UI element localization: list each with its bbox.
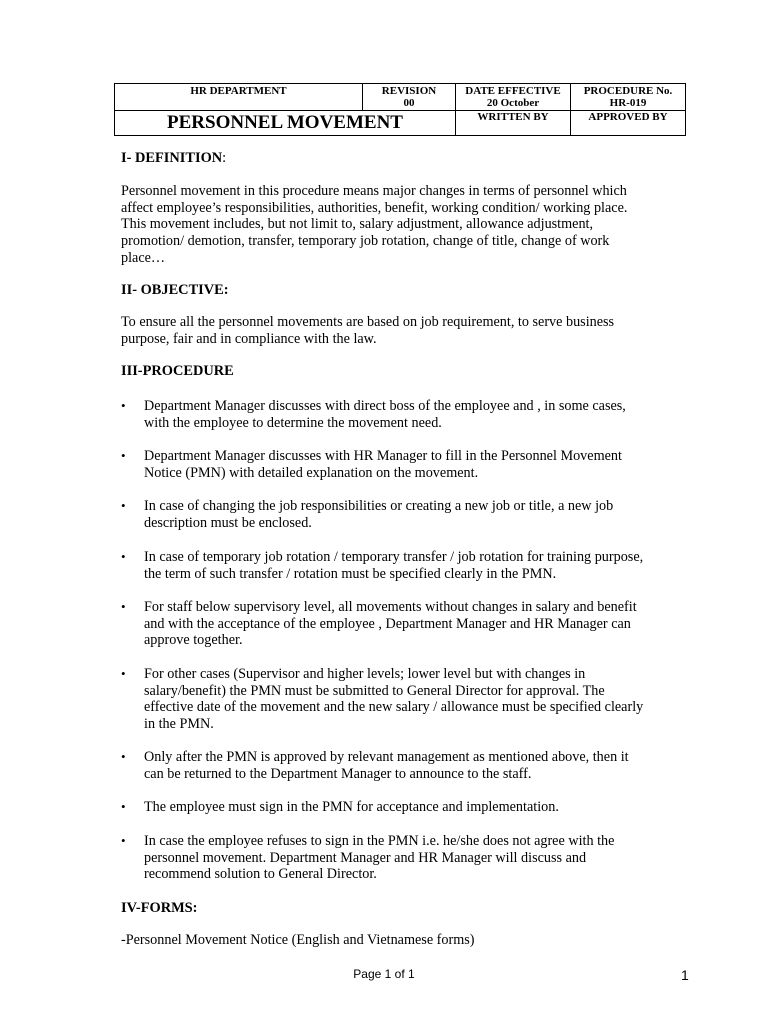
bullet-icon: •: [121, 398, 126, 413]
bullet-icon: •: [121, 666, 126, 681]
definition-line: affect employee’s responsibilities, authorities, benefit, working condition/ working place.: [121, 199, 628, 216]
procedure-number-label: PROCEDURE No.: [583, 85, 673, 97]
objective-heading: II- OBJECTIVE:: [121, 282, 229, 298]
forms-heading: IV-FORMS:: [121, 900, 198, 916]
header-table: [114, 83, 686, 136]
bullet-icon: •: [121, 749, 126, 764]
department-label: HR DEPARTMENT: [190, 85, 287, 97]
procedure-heading: III-PROCEDURE: [121, 363, 234, 379]
forms-item: -Personnel Movement Notice (English and Vietnamese forms): [121, 932, 475, 948]
written-by-cell: WRITTEN BY: [456, 111, 571, 136]
department-cell: [115, 84, 363, 111]
definition-line: place…: [121, 249, 166, 266]
definition-heading: I- DEFINITION:: [121, 150, 227, 166]
objective-line: purpose, fair and in compliance with the law.: [121, 330, 377, 347]
date-effective-value: 20 October: [486, 97, 540, 109]
document-page: HR DEPARTMENT REVISION 00 DATE EFFECTIVE 20 October PROCEDURE No. HR-019 PERSONNEL MOVEMENT WRITTEN BY APPROVED BY I- DEFINITION: Personnel movement in this procedure means major changes in terms of personnel which affect employee’s responsibilities, authorities, benefit, working condition/ working place. This movement includes, but not limit to, salary adjustment, allowance adjustment, promotion/ demotion, transfer, temporary job rotation, change of title, change of work place… II- OBJECTIVE: To ensure all the personnel movements are based on job requirement, to serve business purpose, fair and in compliance with the law. III-PROCEDURE • Department Manager discusses with direct boss of the employee and , in some cases, with the employee to determine the movement need. • Department Manager discusses with HR Manager to fill in the Personnel Movement Notice (PMN) with detailed explanation on the movement. • In case of changing the job responsibilities or creating a new job or title, a new job description must be enclosed. • In case of temporary job rotation / temporary transfer / job rotation for training purpose, the term of such transfer / rotation must be specified clearly in the PMN. • For staff below supervisory level, all movements without changes in salary and benefit and with the acceptance of the employee , Department Manager and HR Manager can approve together. • For other cases (Supervisor and higher levels; lower level but with changes in salary/benefit) the PMN must be submitted to General Director for approval. The effective date of the movement and the new salary / allowance must be specified clearly in the PMN. • Only after the PMN is approved by relevant management as mentioned above, then it can be returned to the Department Manager to announce to the staff. • The employee must sign in the PMN for acceptance and implementation. • In case the employee refuses to sign in the PMN i.e. he/she does not agree with the personnel movement. Department Manager and HR Manager will discuss and recommend solution to General Director. IV-FORMS: -Personnel Movement Notice (English and Vietnamese forms) Page 1 of 1 1: [0, 0, 768, 1024]
procedure-number-cell: [571, 84, 686, 111]
bullet-icon: •: [121, 498, 126, 513]
bullet-icon: •: [121, 448, 126, 463]
bullet-icon: •: [121, 599, 126, 614]
bullet-icon: •: [121, 799, 126, 814]
objective-line: To ensure all the personnel movements are based on job requirement, to serve business: [121, 314, 615, 330]
bullet-icon: •: [121, 549, 126, 564]
approved-by-cell: APPROVED BY: [571, 111, 686, 136]
procedure-number-value: HR-019: [609, 97, 647, 109]
date-effective-cell: [456, 84, 571, 111]
bullet-icon: •: [121, 833, 126, 848]
page-indicator: Page 1 of 1: [353, 967, 415, 981]
definition-line: promotion/ demotion, transfer, temporary job rotation, change of title, change of work: [121, 233, 610, 250]
definition-line: This movement includes, but not limit to, salary adjustment, allowance adjustment,: [121, 216, 594, 233]
objective-paragraph: [121, 314, 681, 347]
page-number: 1: [681, 967, 689, 983]
date-effective-label: DATE EFFECTIVE: [465, 85, 561, 97]
document-title: PERSONNEL MOVEMENT: [115, 111, 456, 136]
revision-label: REVISION: [381, 85, 437, 97]
revision-value: 00: [403, 97, 415, 109]
revision-cell: [363, 84, 456, 111]
definition-line: Personnel movement in this procedure means major changes in terms of personnel which: [121, 183, 627, 199]
definition-paragraph: [121, 183, 681, 267]
